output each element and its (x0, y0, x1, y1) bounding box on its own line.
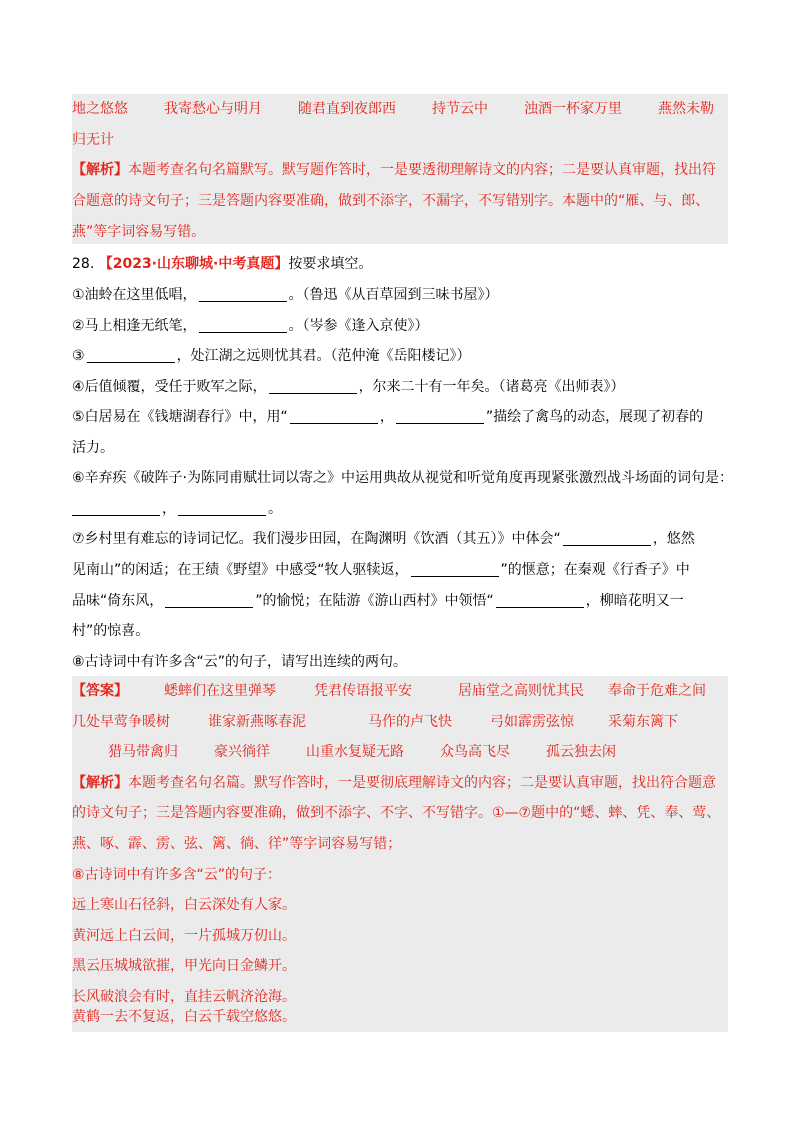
item-text: ①油蛉在这里低唱， (72, 287, 197, 303)
answer-row (72, 676, 728, 706)
answer-item: 地之悠悠 (72, 101, 128, 117)
question-item-5 (72, 402, 728, 432)
analysis-text: 本题考查名句名篇。默写作答时，一是要彻底理解诗文的内容；二是要认真审题，找出符合题意 (128, 775, 716, 791)
fill-blank (411, 575, 499, 577)
analysis-line: 燕、啄、霹、雳、弦、篱、徜、徉”等字词容易写错； (72, 836, 402, 852)
answer-item: 随君直到夜郎西 (298, 101, 396, 117)
analysis-text: 本题考查名句名篇默写。默写题作答时，一是要透彻理解诗文的内容；二是要认真审题，找出符 (128, 162, 716, 178)
item-text: ， (162, 501, 176, 517)
item-text: ， (379, 409, 394, 425)
item-text: 品味“倚东风， (72, 593, 164, 609)
item-text: ②马上相逢无纸笔， (72, 318, 197, 334)
answer-row (72, 707, 728, 737)
answer-item: 众鸟高飞尽 (440, 744, 510, 760)
item-text: ⑦乡村里有难忘的诗词记忆。我们漫步田园，在陶渊明《饮酒（其五）》中体会“ (72, 531, 561, 547)
answer-row (72, 94, 728, 124)
answer-item: 几处早莺争暖树 (72, 714, 170, 730)
answer-item: 采菊东篱下 (608, 714, 678, 730)
analysis-line: 的诗文句子；三是答题内容要准确，做到不添字、不字、不写错字。①—⑦题中的“蟋、蟀、凭、奉、莺、 (72, 805, 721, 821)
question-item-3 (72, 341, 728, 371)
item-text: ”描绘了禽鸟的动态，展现了初春的 (485, 409, 704, 425)
fill-blank (165, 606, 253, 608)
question-item-5-cont: 活力。 (72, 440, 114, 456)
extra-line: ⑧古诗词中有许多含“云”的句子： (72, 867, 282, 883)
question-source: 【2023·山东聊城·中考真题】 (98, 256, 289, 272)
answer-item: 凭君传语报平安 (314, 683, 412, 699)
question-item-7-cont: 村”的惊喜。 (72, 623, 150, 639)
answer-item: 持节云中 (432, 101, 488, 117)
question-header (72, 249, 728, 279)
question-item-6: ⑥辛弃疾《破阵子·为陈同甫赋壮词以寄之》中运用典故从视觉和听觉角度再现紧张激烈战斗场面的词句是： (72, 470, 733, 486)
poem-line: 黄鹤一去不复返，白云千载空悠悠。 (72, 1009, 296, 1025)
question-item-7 (72, 524, 728, 554)
question-prompt: 按要求填空。 (288, 256, 373, 272)
previous-answer-block (72, 94, 728, 244)
fill-blank (396, 422, 484, 424)
item-text: ，悠然 (652, 531, 695, 547)
answer-row (72, 737, 728, 767)
analysis-line: 燕”等字词容易写错。 (72, 224, 206, 240)
answer-item: 山重水复疑无路 (306, 744, 404, 760)
analysis-line (72, 155, 728, 185)
answer-item: 豪兴徜徉 (214, 744, 270, 760)
item-text: ⑤白居易在《钱塘湖春行》中，用“ (72, 409, 288, 425)
answer-item: 孤云独去闲 (546, 744, 616, 760)
analysis-tag: 【解析】 (72, 775, 128, 791)
answer-item: 浊酒一杯家万里 (524, 101, 622, 117)
answer-item: 猎马带禽归 (108, 744, 178, 760)
answer-item: 居庙堂之高则忧其民 (458, 683, 584, 699)
fill-blank (87, 361, 175, 363)
fill-blank (563, 544, 651, 546)
item-text: 见南山”的闲适；在王绩《野望》中感受“牧人驱犊返， (72, 562, 409, 578)
item-text: 。（岑参《逢入京使》） (288, 318, 429, 334)
answer-item: 弓如霹雳弦惊 (490, 714, 574, 730)
poem-line: 远上寒山石径斜，白云深处有人家。 (72, 897, 296, 913)
question-item-7-cont (72, 586, 728, 616)
answer-item: 蟋蟀们在这里弹琴 (164, 683, 276, 699)
question-item-2 (72, 311, 728, 341)
item-text: ，尔来二十有一年矣。（诸葛亮《出师表》） (358, 379, 625, 395)
question-number: 28. (72, 256, 95, 272)
answer-item: 奉命于危难之间 (608, 683, 706, 699)
item-text: ，处江湖之远则忧其君。（范仲淹《岳阳楼记》） (176, 348, 471, 364)
item-text: ④后值倾覆，受任于败军之际， (72, 379, 267, 395)
fill-blank (199, 331, 287, 333)
answer-item: 谁家新燕啄春泥 (208, 714, 306, 730)
answer-item: 马作的卢飞快 (368, 714, 452, 730)
answer-item: 燕然未勒 (658, 101, 714, 117)
item-text: ”的愉悦；在陆游《游山西村》中领悟“ (255, 593, 494, 609)
poem-line: 黄河远上白云间，一片孤城万仞山。 (72, 928, 296, 944)
analysis-line (72, 768, 728, 798)
fill-blank (72, 514, 160, 516)
answer-item: 我寄愁心与明月 (164, 101, 262, 117)
item-text: ，柳暗花明又一 (585, 593, 684, 609)
answer-row (72, 125, 728, 155)
poem-line: 黑云压城城欲摧，甲光向日金鳞开。 (72, 958, 296, 974)
item-text: ③ (72, 348, 85, 364)
analysis-line: 合题意的诗文句子；三是答题内容要准确，做到不添字，不漏字，不写错别字。本题中的“雁、与、郎、 (72, 193, 710, 209)
answer-tag: 【答案】 (72, 683, 128, 699)
question-item-4 (72, 372, 728, 402)
answer-block (72, 676, 728, 1032)
item-text: ”的惬意；在秦观《行香子》中 (500, 562, 690, 578)
fill-blank (199, 300, 287, 302)
item-text: 。（鲁迅《从百草园到三味书屋》） (288, 287, 499, 303)
analysis-tag: 【解析】 (72, 162, 128, 178)
fill-blank (496, 606, 584, 608)
question-item-7-cont (72, 555, 728, 585)
question-item-1 (72, 280, 728, 310)
fill-blank (290, 422, 378, 424)
answer-item: 归无计 (72, 132, 114, 148)
poem-line: 长风破浪会有时，直挂云帆济沧海。 (72, 989, 296, 1005)
item-text: 。 (268, 501, 282, 517)
fill-blank (178, 514, 266, 516)
question-item-8: ⑧古诗词中有许多含“云”的句子，请写出连续的两句。 (72, 654, 408, 670)
fill-blank (269, 392, 357, 394)
question-item-6-blanks (72, 494, 728, 524)
